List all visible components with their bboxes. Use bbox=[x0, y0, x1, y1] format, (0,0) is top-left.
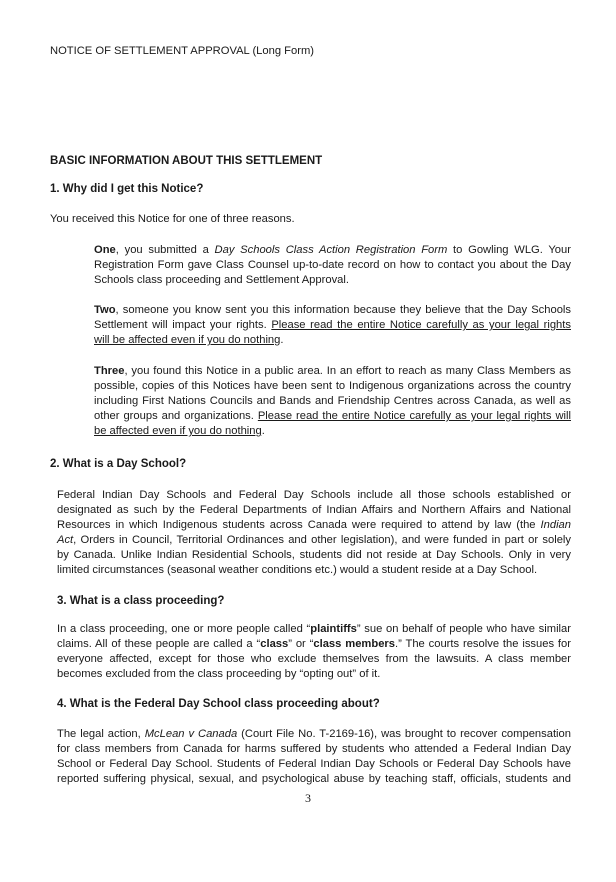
legal-rights-warning-cont: will be affected even if you do nothing bbox=[94, 334, 281, 346]
reason-two-label: Two bbox=[94, 304, 116, 316]
document-header: NOTICE OF SETTLEMENT APPROVAL (Long Form) bbox=[50, 45, 314, 57]
section-title: BASIC INFORMATION ABOUT THIS SETTLEMENT bbox=[50, 155, 323, 167]
question-2-heading: 2. What is a Day School? bbox=[50, 458, 187, 470]
page-number: 3 bbox=[305, 791, 311, 805]
legal-rights-warning: Please read the entire Notice carefully as your legal rights will bbox=[257, 410, 571, 422]
term-class-members: class members bbox=[313, 638, 395, 650]
question-3-heading: 3. What is a class proceeding? bbox=[57, 595, 225, 607]
legal-rights-warning-cont: be affected even if you do nothing bbox=[94, 425, 262, 437]
question-4-heading: 4. What is the Federal Day School class proceeding about? bbox=[57, 698, 380, 710]
term-plaintiffs: plaintiffs bbox=[310, 623, 357, 635]
case-name: McLean v Canada bbox=[144, 728, 238, 740]
question-1-heading: 1. Why did I get this Notice? bbox=[50, 183, 204, 195]
legal-rights-warning: Please read the entire Notice carefully as your legal rights bbox=[271, 319, 571, 331]
question-1-intro: You received this Notice for one of three reasons. bbox=[50, 213, 295, 225]
reason-one-label: One bbox=[94, 244, 116, 256]
term-class: class bbox=[260, 638, 289, 650]
reason-three-label: Three bbox=[94, 365, 125, 377]
